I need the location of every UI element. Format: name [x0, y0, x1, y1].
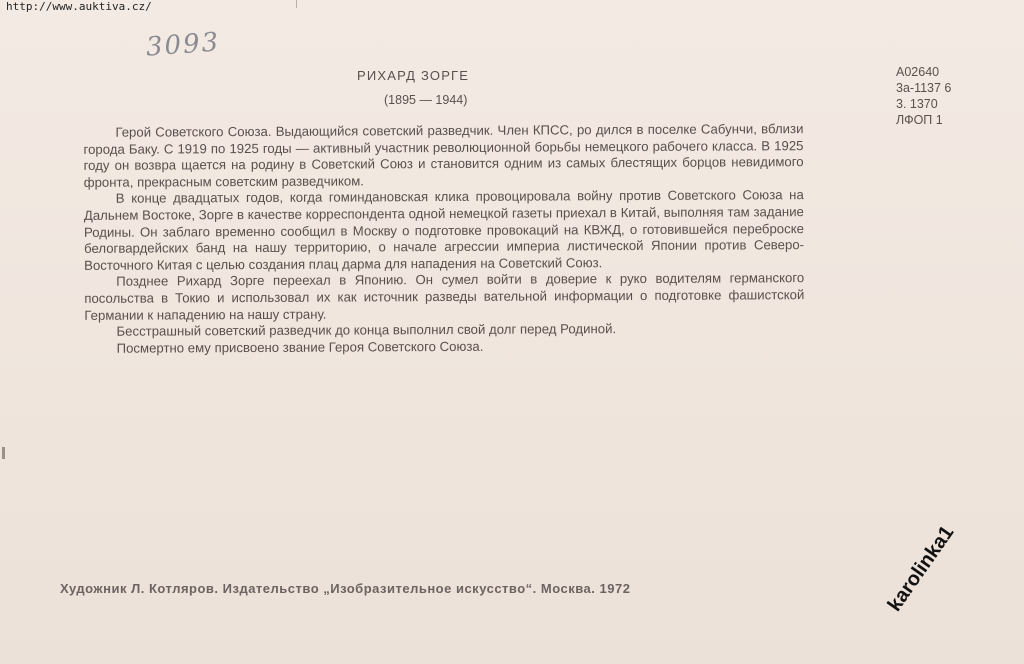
text-line: Позднее Рихард Зорге переехал в Японию. Он сумел войти в доверие к руко [116, 271, 647, 290]
text-line: щается на родину в Советский Союз и становится одним из самых блестящих борцов [181, 154, 732, 173]
text-line: участник революционной борьбы немецкого рабочего класса. В 1925 году он возвра [83, 137, 804, 174]
biography-text [83, 121, 804, 357]
biography-paragraph [83, 121, 803, 191]
biography-paragraph [84, 187, 804, 274]
text-line: Посмертно ему присвоено звание Героя Советского Союза. [116, 338, 484, 356]
text-line: Герой Советского Союза. Выдающийся советский разведчик. Член КПСС, ро [115, 122, 592, 140]
source-url: http://www.auktiva.cz/ [6, 0, 152, 13]
text-line: листической Японии против Северо-Восточного Китая с целью создания плац [84, 237, 805, 273]
text-line: вательной информации о подготовке фашистской Германии к нападению на нашу [84, 287, 805, 323]
code-line: 3а-1137 6 [896, 81, 952, 95]
text-line: против Советского Союза на Дальнем Востоке, Зорге в качестве корреспондента [83, 187, 804, 223]
biography-paragraph [85, 337, 805, 357]
text-line: водителям германского посольства в Токио и использовал их как источник разведы [84, 270, 805, 306]
document-title: РИХАРД ЗОРГЕ [357, 68, 470, 83]
code-line: 3. 1370 [896, 97, 938, 111]
publisher-credit: Художник Л. Котляров. Издательство „Изобразительное искусство“. Москва. 1972 [60, 581, 631, 596]
text-line: одной немецкой газеты приехал в Китай, выполняя там задание Родины. Он заблаго [83, 204, 804, 240]
code-line: ЛФОП 1 [896, 113, 943, 127]
text-line: В конце двадцатых годов, когда гоминдановская клика провоцировала войну [115, 188, 620, 207]
code-line: А02640 [896, 65, 940, 79]
text-line: дарма для нападения на Советский Союз. [342, 254, 603, 272]
top-divider [296, 0, 297, 8]
biography-paragraph [84, 270, 804, 324]
life-dates: (1895 — 1944) [384, 93, 468, 107]
text-line: дился в поселке Сабунчи, вблизи города Баку. С 1919 по 1925 годы — активный [83, 121, 804, 157]
seller-watermark: karolinka1 [883, 521, 959, 616]
text-line: страну. [282, 306, 327, 322]
text-line: невидимого фронта, прекрасным советским разведчиком. [83, 154, 804, 190]
text-line: Бесстрашный советский разведчик до конца выполнил свой долг перед Родиной. [116, 321, 617, 339]
text-line: временно сообщил в Москву о подготовке провокаций на КВЖД, о готовившейся [215, 221, 733, 239]
handwritten-number: 3093 [145, 27, 222, 63]
edge-mark [2, 447, 5, 459]
text-line: переброске белогвардейских банд на нашу территорию, о начале агрессии империа [84, 220, 805, 257]
publication-codes [896, 64, 951, 128]
